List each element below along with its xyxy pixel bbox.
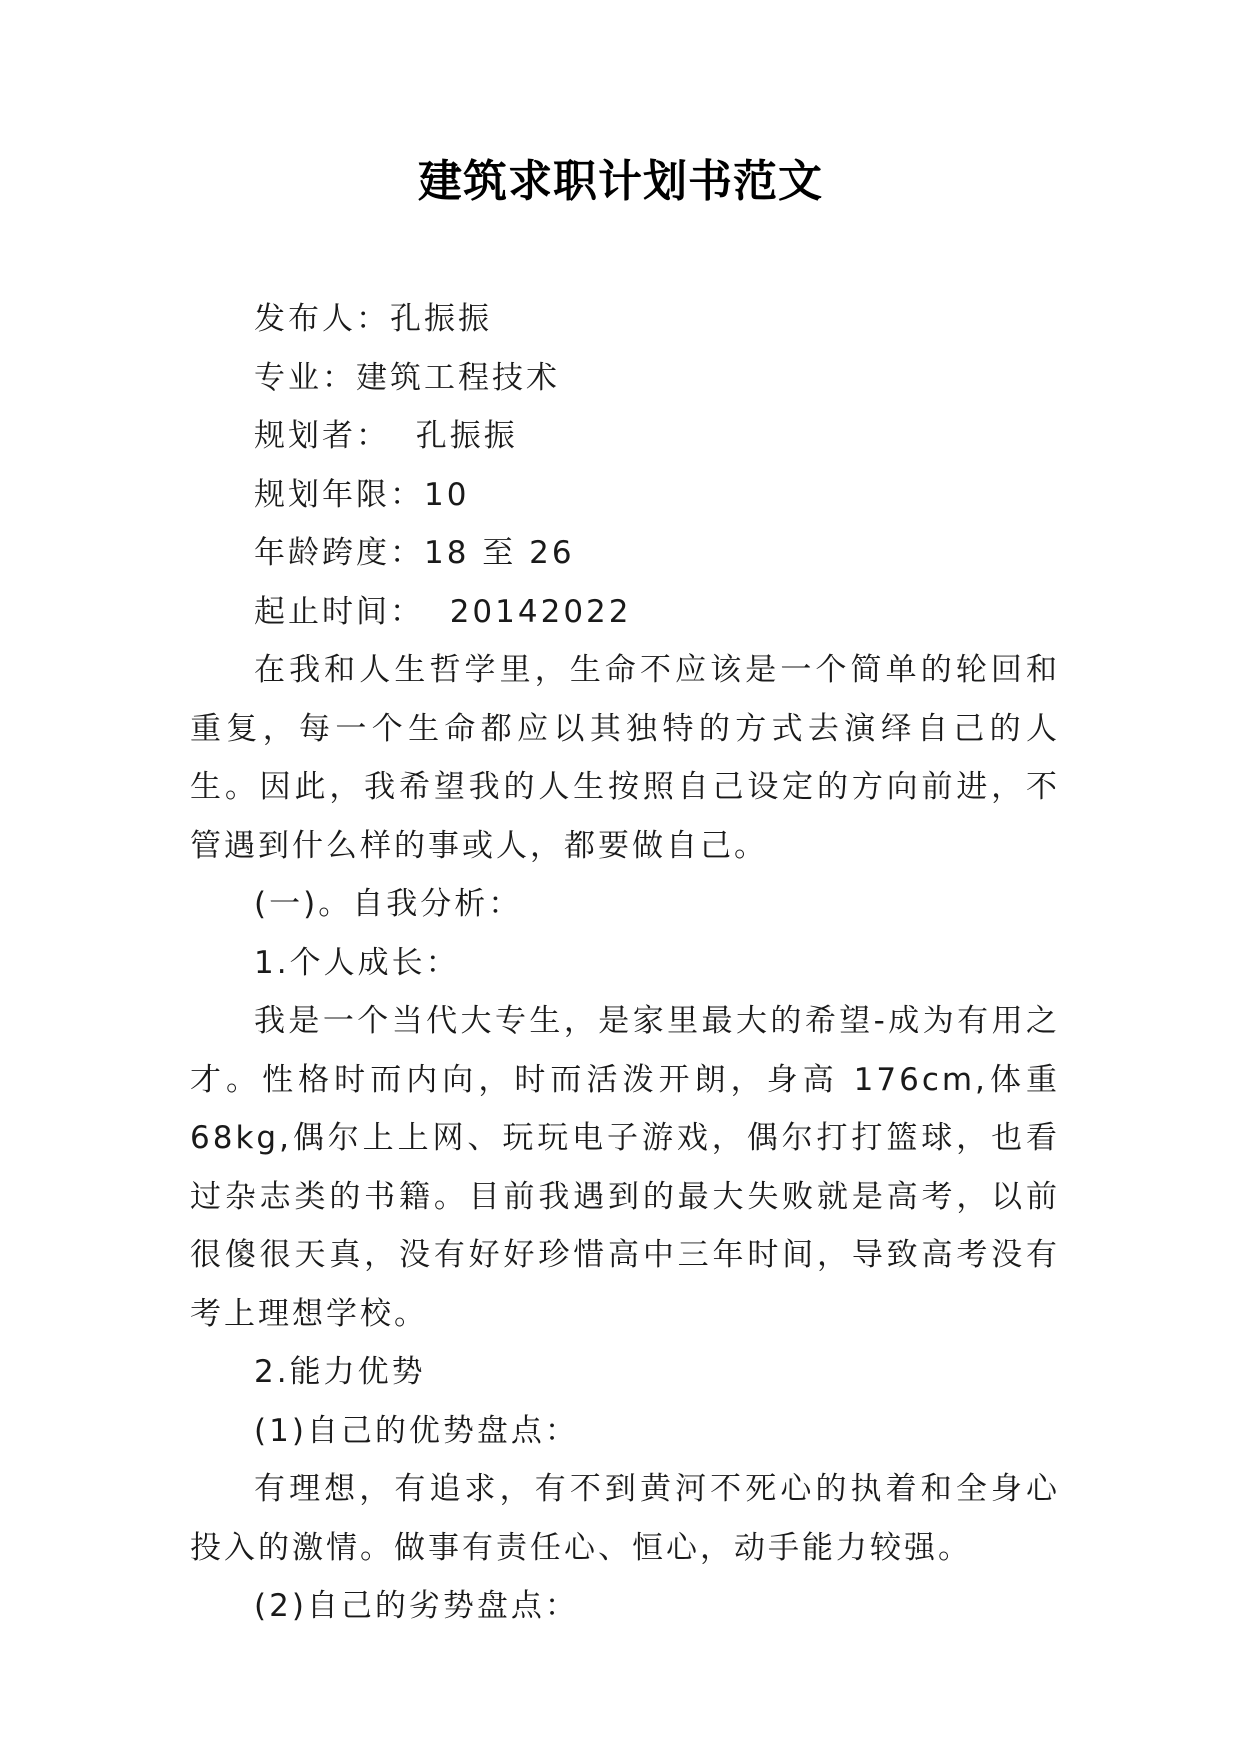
weaknesses-heading: (2)自己的劣势盘点：	[254, 1588, 579, 1624]
growth-paragraph: 我是一个当代大专生，是家里最大的希望-成为有用之才。性格时而内向，时而活泼开朗，身高 176cm,体重 68kg,偶尔上上网、玩玩电子游戏，偶尔打打篮球，也看过杂志类的书籍。目前我遇到的最大失败就是高考，以前很傻很天真，没有好好珍惜高中三年时间，导致高考没有考上理想学校。	[190, 1003, 1060, 1332]
document-title: 建筑求职计划书范文	[418, 156, 823, 207]
major-line: 专业：建筑工程技术	[254, 359, 560, 396]
subheading-ability-advantages: 2.能力优势	[254, 1354, 426, 1390]
document-body	[190, 290, 1060, 1636]
planner-line: 规划者： 孔振振	[254, 418, 518, 454]
intro-paragraph: 在我和人生哲学里，生命不应该是一个简单的轮回和重复，每一个生命都应以其独特的方式去演绎自己的人生。因此，我希望我的人生按照自己设定的方向前进，不管遇到什么样的事或人，都要做自己。	[190, 652, 1060, 864]
age-span-line: 年龄跨度：18 至 26	[254, 535, 575, 571]
strengths-paragraph: 有理想，有追求，有不到黄河不死心的执着和全身心投入的激情。做事有责任心、恒心，动手能力较强。	[190, 1471, 1060, 1566]
section-heading-self-analysis: (一)。自我分析：	[254, 886, 523, 922]
plan-years-line: 规划年限：10	[254, 476, 470, 513]
period-line: 起止时间： 20142022	[254, 593, 632, 630]
subheading-personal-growth: 1.个人成长：	[254, 944, 460, 981]
publisher-line: 发布人：孔振振	[254, 301, 492, 337]
strengths-heading: (1)自己的优势盘点：	[254, 1412, 579, 1449]
